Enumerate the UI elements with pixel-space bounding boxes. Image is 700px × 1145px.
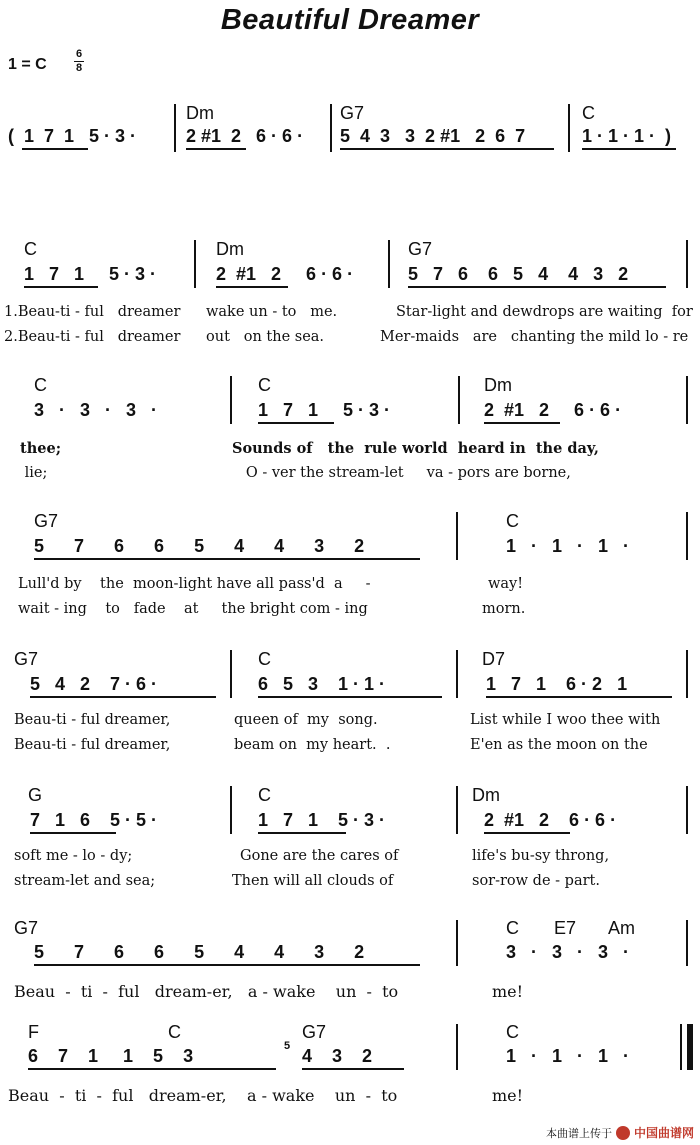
barline [686, 376, 688, 424]
lyric-line-1: thee; [20, 440, 62, 457]
score-system [0, 372, 700, 492]
note-group: 3 · 3 · 3 · [506, 942, 630, 962]
note-group: 1 7 1 5 · 3 · [258, 810, 386, 830]
lyric-line-2: Beau-ti - ful dreamer, [14, 737, 171, 753]
chord-label: Dm [216, 239, 244, 259]
barline [686, 786, 688, 834]
meter-bottom: 8 [75, 62, 83, 74]
chord-label: C [582, 103, 595, 123]
chord-label: C [34, 375, 47, 395]
chord-label: C [258, 375, 271, 395]
barline [230, 786, 232, 834]
note-group: 2 #1 2 6 · 6 · [216, 264, 354, 284]
note-group: 3 · 3 · 3 · [34, 400, 158, 420]
note-group: ( 1 7 1 5 · 3 · [8, 126, 137, 146]
beam-underline [34, 964, 420, 966]
note-group: 6 5 3 1 · 1 · [258, 674, 386, 694]
score-system [0, 646, 700, 766]
chord-label: G7 [340, 103, 365, 123]
lyric-line-1: way! [488, 576, 524, 592]
lyric-line-1: Beau-ti - ful dreamer, [14, 712, 171, 728]
meter-top: 6 [75, 48, 83, 60]
beam-underline [302, 1068, 404, 1070]
barline [456, 786, 458, 834]
barline [568, 104, 570, 152]
chord-label: Dm [472, 785, 500, 805]
chord-label: G7 [302, 1022, 327, 1042]
score-system [0, 918, 700, 1008]
beam-underline [582, 148, 676, 150]
lyric-line-1: soft me - lo - dy; [14, 848, 133, 864]
beam-underline [408, 286, 666, 288]
barline [686, 512, 688, 560]
beam-underline [484, 422, 560, 424]
barline [174, 104, 176, 152]
grace-note: 5 [284, 1040, 291, 1052]
barline [686, 240, 688, 288]
lyric-line-1: List while I woo thee with [470, 712, 661, 728]
lyric-line-1: 1.Beau-ti - ful dreamer [4, 304, 181, 320]
note-group: 5 4 2 7 · 6 · [30, 674, 158, 694]
lyric-line-1: Gone are the cares of [240, 848, 399, 864]
chord-label: C [506, 511, 519, 531]
note-group: 6 7 1 1 5 3 [28, 1046, 194, 1066]
barline [194, 240, 196, 288]
lyric-line-1: queen of my song. [234, 712, 378, 728]
score-system [0, 508, 700, 628]
note-group: 5 4 3 3 2 #1 2 6 7 [340, 126, 526, 146]
note-group: 5 7 6 6 5 4 4 3 2 [408, 264, 629, 284]
note-group: 2 #1 2 6 · 6 · [186, 126, 304, 146]
barline [458, 376, 460, 424]
beam-underline [340, 148, 554, 150]
note-group: 1 7 1 5 · 3 · [258, 400, 391, 420]
lyric-line-1: Star-light and dewdrops are waiting for [396, 304, 693, 320]
lyric-line-2: morn. [482, 601, 526, 617]
chord-label: F [28, 1022, 39, 1042]
beam-underline [258, 696, 442, 698]
final-barline-thick [687, 1024, 693, 1070]
beam-underline [486, 696, 672, 698]
beam-underline [216, 286, 288, 288]
note-group: 2 #1 2 6 · 6 · [484, 810, 617, 830]
score-system-intro [0, 100, 700, 160]
lyric-line-1: Beau - ti - ful dream-er, a - wake un - to [14, 982, 399, 1001]
lyric-line-1: life's bu-sy throng, [472, 848, 610, 864]
lyric-line-1: wake un - to me. [206, 304, 338, 320]
lyric-line-2: lie; [20, 465, 48, 481]
final-barline-thin [680, 1024, 682, 1070]
lyric-line-2: sor-row de - part. [472, 873, 600, 889]
barline [456, 920, 458, 966]
lyric-line-2: 2.Beau-ti - ful dreamer [4, 329, 181, 345]
beam-underline [484, 832, 570, 834]
lyric-line-2: E'en as the moon on the [470, 737, 648, 753]
score-system [0, 1022, 700, 1122]
chord-label: G7 [408, 239, 433, 259]
beam-underline [24, 286, 98, 288]
barline [686, 650, 688, 698]
beam-underline [186, 148, 246, 150]
barline [388, 240, 390, 288]
chord-label: C [168, 1022, 181, 1042]
chord-label: C [24, 239, 37, 259]
note-group: 1 7 1 6 · 2 1 [486, 674, 628, 694]
chord-label: C [506, 918, 519, 938]
watermark-brand: 中国曲谱网 [633, 1126, 694, 1140]
chord-label: Dm [484, 375, 512, 395]
chord-label: G7 [14, 649, 39, 669]
chord-label: C [258, 649, 271, 669]
chord-label: E7 [554, 918, 577, 938]
barline [456, 650, 458, 698]
watermark [546, 1124, 694, 1141]
note-group: 1 7 1 5 · 3 · [24, 264, 157, 284]
barline [230, 650, 232, 698]
lyric-line-1: me! [492, 982, 524, 1001]
note-group: 1 · 1 · 1 · ) [582, 126, 672, 146]
lyric-line-2: wait - ing to fade at the bright com - ing [18, 601, 368, 617]
note-group: 2 #1 2 6 · 6 · [484, 400, 622, 420]
beam-underline [22, 148, 88, 150]
beam-underline [28, 1068, 276, 1070]
beam-underline [34, 558, 420, 560]
lyric-line-2: stream-let and sea; [14, 873, 156, 889]
note-group: 5 7 6 6 5 4 4 3 2 [34, 942, 365, 962]
barline [330, 104, 332, 152]
beam-underline [258, 422, 334, 424]
beam-underline [258, 832, 346, 834]
score-system [0, 782, 700, 902]
note-group: 4 3 2 [302, 1046, 373, 1066]
lyric-line-2: out on the sea. [206, 329, 325, 345]
lyric-line-2: Then will all clouds of [232, 873, 394, 889]
lyric-line-2: Mer-maids are chanting the mild lo - re [380, 329, 689, 345]
song-title: Beautiful Dreamer [220, 4, 480, 36]
chord-label: G7 [14, 918, 39, 938]
barline [456, 512, 458, 560]
note-group: 1 · 1 · 1 · [506, 1046, 630, 1066]
note-group: 1 · 1 · 1 · [506, 536, 630, 556]
score-system [0, 236, 700, 356]
chord-label: D7 [482, 649, 506, 669]
chord-label: Am [608, 918, 635, 938]
chord-label: G [28, 785, 43, 805]
key-signature: 1 = C [8, 56, 47, 73]
lyric-line-1: me! [492, 1086, 524, 1105]
chord-label: C [258, 785, 271, 805]
lyric-line-1: Sounds of the rule world heard in the day, [232, 440, 599, 457]
watermark-text: 本曲谱上传于 [545, 1126, 612, 1140]
beam-underline [30, 696, 216, 698]
note-group: 5 7 6 6 5 4 4 3 2 [34, 536, 365, 556]
lyric-line-1: Beau - ti - ful dream-er, a - wake un - to [8, 1086, 398, 1105]
lyric-line-2: O - ver the stream-let va - pors are borne, [232, 465, 571, 481]
barline [456, 1024, 458, 1070]
barline [686, 920, 688, 966]
chord-label: C [506, 1022, 519, 1042]
note-group: 7 1 6 5 · 5 · [30, 810, 158, 830]
lyric-line-2: beam on my heart. . [234, 737, 391, 753]
beam-underline [30, 832, 116, 834]
site-logo-icon [616, 1126, 630, 1140]
barline [230, 376, 232, 424]
time-signature [72, 48, 86, 75]
chord-label: Dm [186, 103, 214, 123]
lyric-line-1: Lull'd by the moon-light have all pass'd a - [18, 576, 371, 592]
chord-label: G7 [34, 511, 59, 531]
